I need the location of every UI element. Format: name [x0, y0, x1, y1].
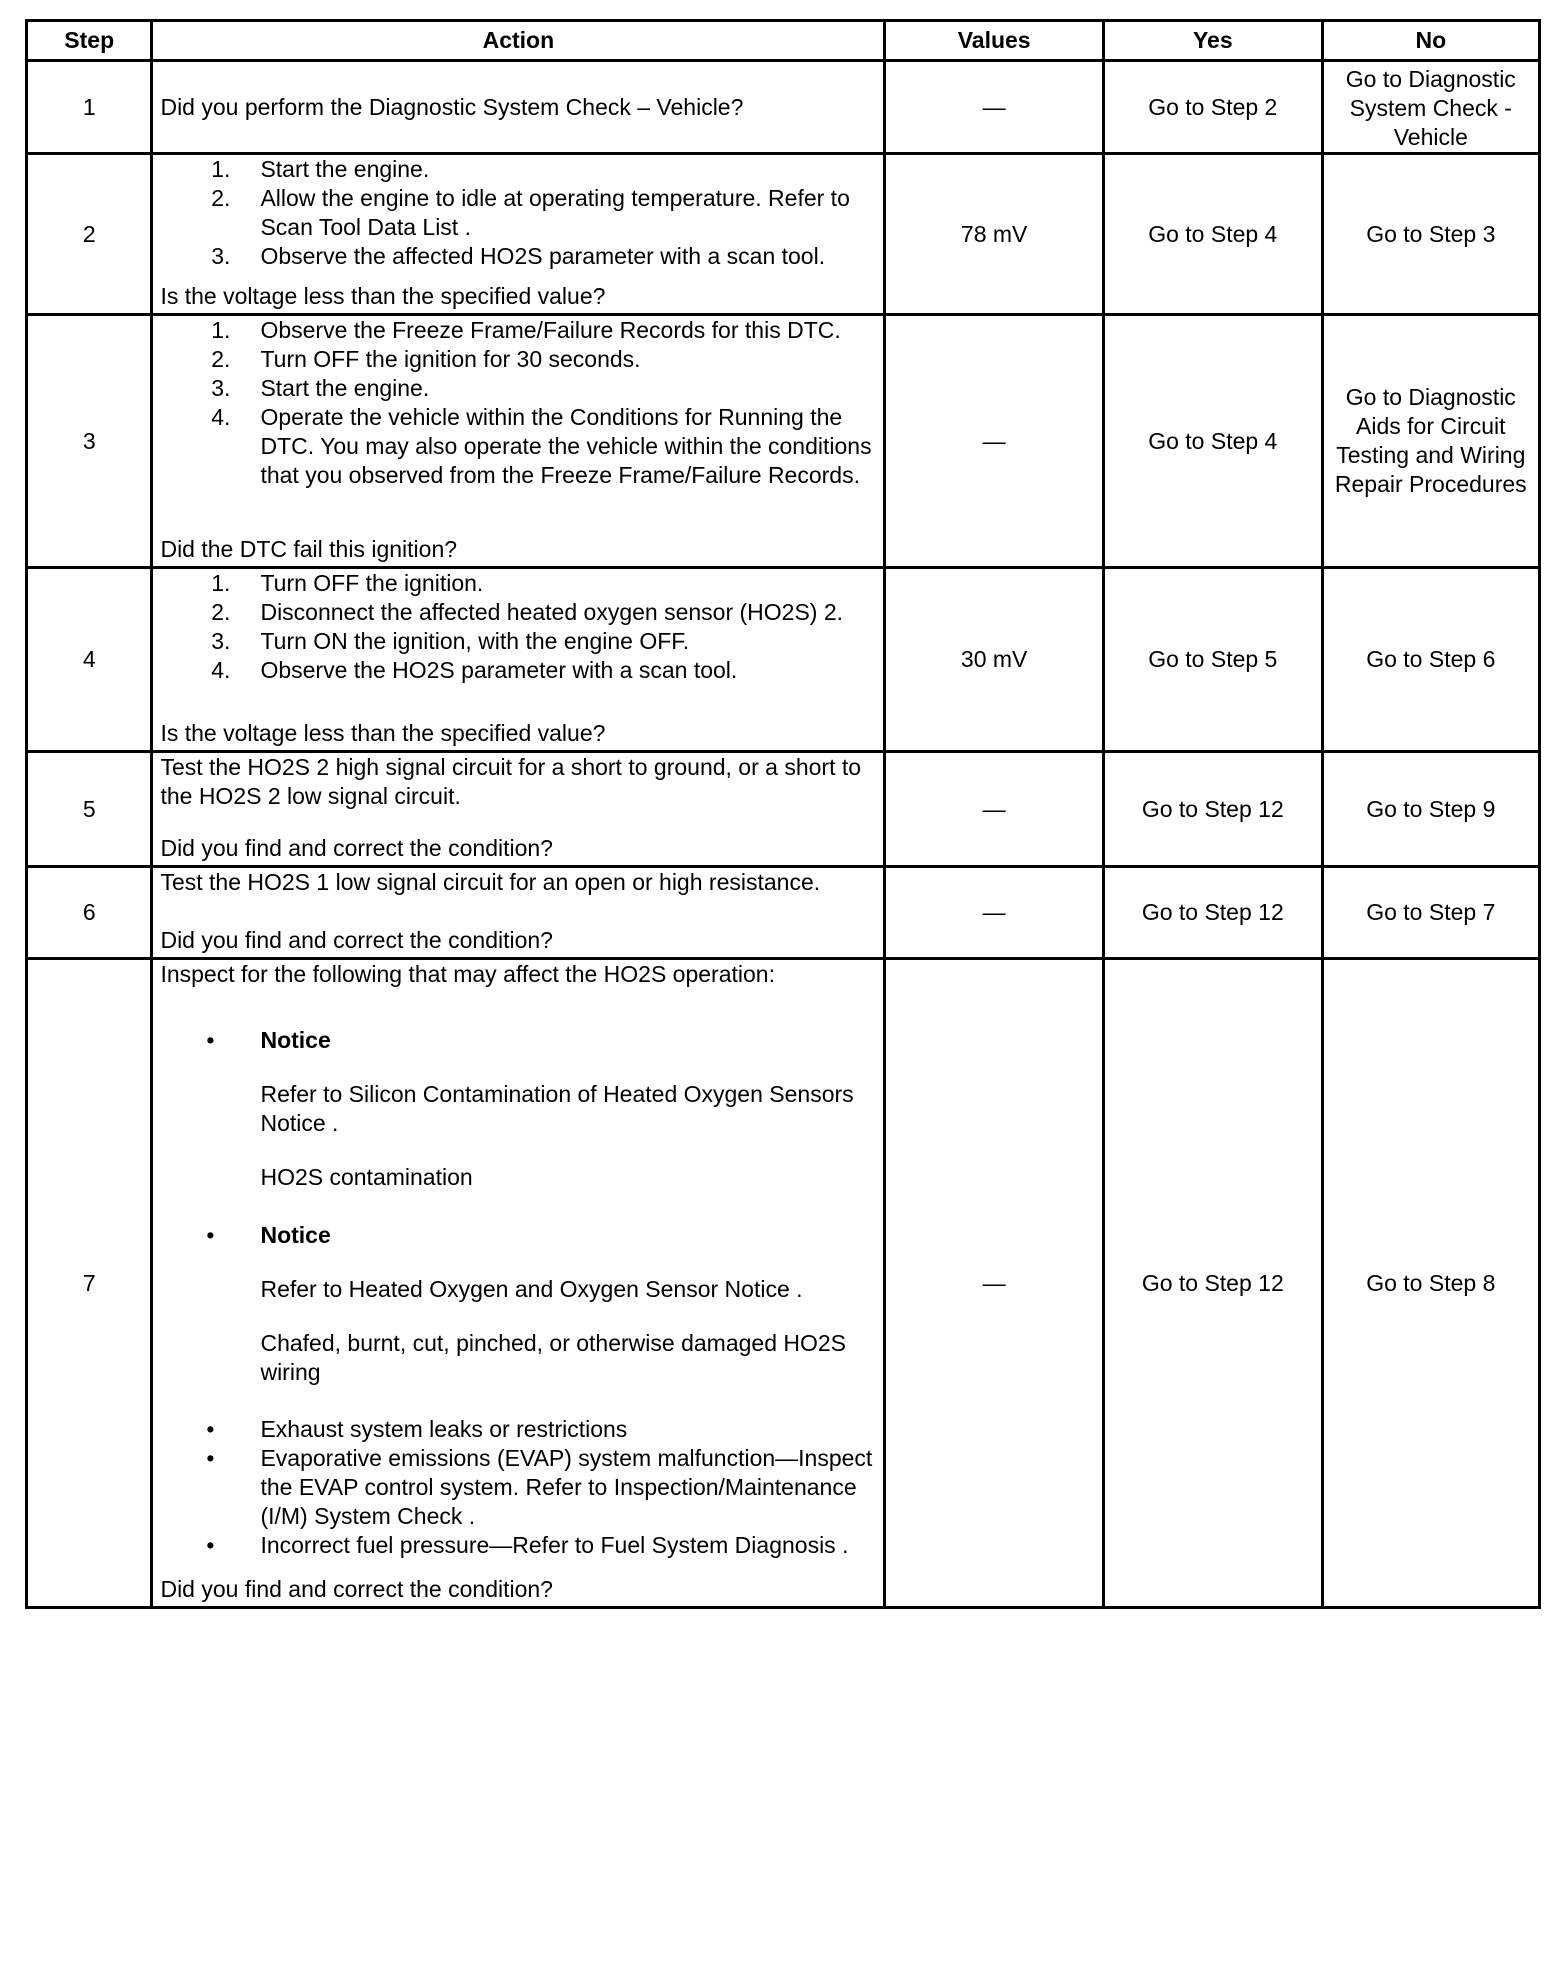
list-item: 1. Turn OFF the ignition. [211, 570, 484, 596]
no-cell: Go to Diagnostic Aids for Circuit Testing and Wiring Repair Procedures [1322, 315, 1539, 568]
header-yes: Yes [1103, 21, 1322, 61]
step-number: 4 [27, 568, 152, 752]
list-item: • Evaporative emissions (EVAP) system malfunction—Inspect the EVAP control system. Refer to Inspection/Maintenance (I/M) System Check . [160, 1444, 876, 1531]
notice-title: Notice [260, 1222, 331, 1248]
list-item: 2. Disconnect the affected heated oxygen sensor (HO2S) 2. [211, 599, 844, 625]
header-row [27, 21, 1540, 61]
instruction-list [160, 155, 876, 271]
table-row-step-5 [27, 752, 1540, 867]
yes-cell: Go to Step 12 [1103, 959, 1322, 1608]
no-cell: Go to Step 9 [1322, 752, 1539, 867]
bullet-list [160, 1415, 876, 1560]
table-row-step-3 [27, 315, 1540, 568]
list-item: • Exhaust system leaks or restrictions [160, 1415, 876, 1444]
list-item [160, 1221, 876, 1387]
action-text: Test the HO2S 2 high signal circuit for a short to ground, or a short to the HO2S 2 low signal circuit. [160, 754, 862, 809]
value-cell: — [885, 752, 1104, 867]
question: Did you find and correct the condition? [160, 835, 553, 861]
value-cell: — [885, 61, 1104, 154]
notice-text: Refer to Heated Oxygen and Oxygen Sensor Notice . [260, 1276, 803, 1302]
question: Did you perform the Diagnostic System Check – Vehicle? [160, 93, 744, 120]
step-number: 6 [27, 867, 152, 959]
table-row-step-7 [27, 959, 1540, 1608]
list-item: 3. Turn ON the ignition, with the engine OFF. [211, 628, 690, 654]
action-cell [152, 959, 885, 1608]
table-row-step-6 [27, 867, 1540, 959]
value-cell: 30 mV [885, 568, 1104, 752]
step-number: 2 [27, 154, 152, 315]
no-cell: Go to Step 3 [1322, 154, 1539, 315]
bullet-icon: • [206, 1027, 215, 1053]
table-row-step-4 [27, 568, 1540, 752]
list-item: 4. Operate the vehicle within the Conditions for Running the DTC. You may also operate the vehicle within the conditions that you observed from the Freeze Frame/Failure Records. [211, 404, 872, 488]
no-cell: Go to Diagnostic System Check - Vehicle [1322, 61, 1539, 154]
header-action: Action [152, 21, 885, 61]
header-no: No [1322, 21, 1539, 61]
list-item: 1. Start the engine. [211, 156, 430, 182]
bullet-icon: • [206, 1445, 215, 1471]
bullet-icon: • [206, 1222, 215, 1248]
bullet-icon: • [206, 1416, 215, 1442]
notice-list [160, 1026, 876, 1387]
yes-cell: Go to Step 12 [1103, 867, 1322, 959]
question: Did you find and correct the condition? [160, 1576, 553, 1602]
step-number: 5 [27, 752, 152, 867]
no-cell: Go to Step 6 [1322, 568, 1539, 752]
action-cell [152, 568, 885, 752]
notice-text: Refer to Silicon Contamination of Heated Oxygen Sensors Notice . [260, 1081, 854, 1136]
action-cell [152, 752, 885, 867]
list-item: 4. Observe the HO2S parameter with a scan tool. [211, 657, 738, 683]
yes-cell: Go to Step 2 [1103, 61, 1322, 154]
question: Did the DTC fail this ignition? [160, 536, 458, 562]
list-item [160, 1026, 876, 1192]
diagnostic-table [25, 19, 1541, 1609]
value-cell: — [885, 315, 1104, 568]
no-cell: Go to Step 8 [1322, 959, 1539, 1608]
header-step: Step [27, 21, 152, 61]
value-cell: — [885, 959, 1104, 1608]
yes-cell: Go to Step 4 [1103, 315, 1322, 568]
list-item: 1. Observe the Freeze Frame/Failure Records for this DTC. [211, 317, 841, 343]
header-values: Values [885, 21, 1104, 61]
notice-title: Notice [260, 1027, 331, 1053]
action-cell [152, 315, 885, 568]
list-item: 3. Start the engine. [211, 375, 430, 401]
step-number: 7 [27, 959, 152, 1608]
table-row-step-2 [27, 154, 1540, 315]
step-number: 3 [27, 315, 152, 568]
list-item: 3. Observe the affected HO2S parameter with a scan tool. [211, 243, 826, 269]
action-cell [152, 154, 885, 315]
list-item: • Incorrect fuel pressure—Refer to Fuel System Diagnosis . [160, 1531, 876, 1560]
step-number: 1 [27, 61, 152, 154]
list-item: 2. Allow the engine to idle at operating temperature. Refer to Scan Tool Data List . [211, 185, 850, 240]
instruction-list [160, 316, 876, 490]
action-cell [152, 61, 885, 154]
action-text: Test the HO2S 1 low signal circuit for an open or high resistance. [160, 869, 821, 895]
notice-item: Chafed, burnt, cut, pinched, or otherwise damaged HO2S wiring [260, 1330, 847, 1385]
list-item: 2. Turn OFF the ignition for 30 seconds. [211, 346, 641, 372]
yes-cell: Go to Step 12 [1103, 752, 1322, 867]
no-cell: Go to Step 7 [1322, 867, 1539, 959]
question: Did you find and correct the condition? [160, 927, 553, 953]
bullet-icon: • [206, 1532, 215, 1558]
value-cell: 78 mV [885, 154, 1104, 315]
value-cell: — [885, 867, 1104, 959]
yes-cell: Go to Step 4 [1103, 154, 1322, 315]
question: Is the voltage less than the specified value? [160, 720, 606, 746]
table-row-step-1 [27, 61, 1540, 154]
question: Is the voltage less than the specified value? [160, 283, 606, 309]
action-intro: Inspect for the following that may affect the HO2S operation: [160, 961, 775, 987]
notice-item: HO2S contamination [260, 1164, 473, 1190]
instruction-list [160, 569, 876, 685]
yes-cell: Go to Step 5 [1103, 568, 1322, 752]
action-cell [152, 867, 885, 959]
